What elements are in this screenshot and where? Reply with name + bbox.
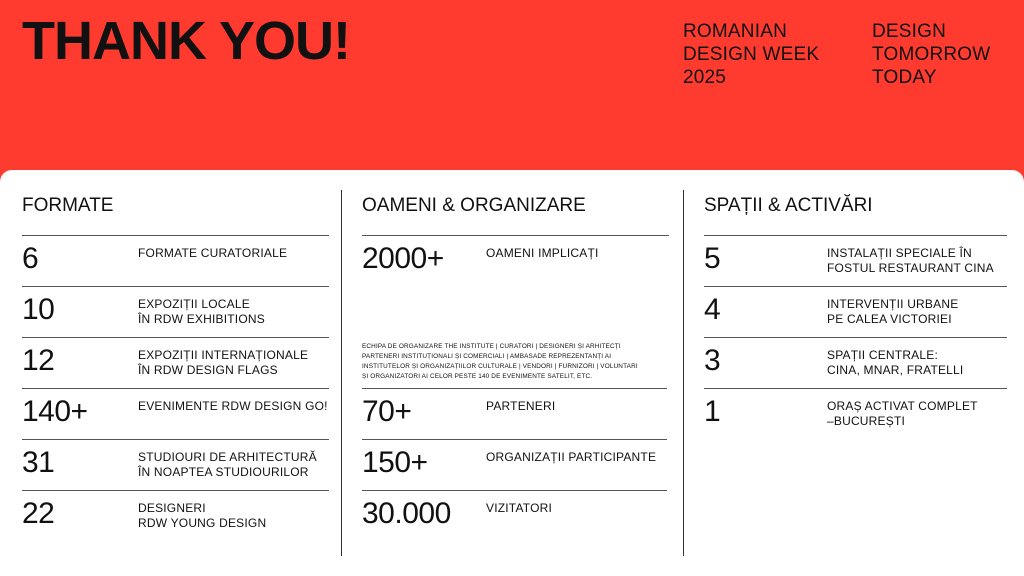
tagline-line: TOMORROW [872, 44, 991, 65]
stat-number: 70+ [362, 395, 412, 428]
stat-label [138, 246, 287, 261]
stat-label-line: SPAȚII CENTRALE: [827, 348, 939, 362]
stat-row [704, 337, 1007, 388]
stat-row [704, 388, 1007, 439]
stat-label-line: EXPOZIȚII INTERNAȚIONALE [138, 348, 309, 362]
note-line: ECHIPA DE ORGANIZARE THE INSTITUTE | CURATORI | DESIGNERI ȘI ARHITECȚI [362, 343, 621, 350]
stat-number: 140+ [22, 395, 88, 428]
column-title: SPAȚII & ACTIVĂRI [704, 195, 873, 216]
stat-row [22, 286, 329, 337]
stat-label-line: CINA, MNAR, FRATELLI [827, 363, 964, 377]
stat-label [486, 501, 552, 516]
stat-label [486, 399, 555, 414]
organization-note [362, 342, 638, 382]
stat-row [22, 235, 329, 286]
stat-label [138, 501, 266, 531]
header [0, 0, 1024, 170]
stat-label-line: DESIGNERI [138, 501, 206, 515]
stat-label-line: ÎN NOAPTEA STUDIOURILOR [138, 465, 309, 479]
stat-label-line: –BUCUREȘTI [827, 414, 906, 428]
stat-label-line: PE CALEA VICTORIEI [827, 312, 952, 326]
stat-label-line: INSTALAȚII SPECIALE ÎN [827, 246, 972, 260]
stat-label-line: ÎN RDW DESIGN FLAGS [138, 363, 278, 377]
stat-label-line: STUDIOURI DE ARHITECTURĂ [138, 450, 317, 464]
event-line: DESIGN WEEK [683, 44, 820, 65]
stat-number: 2000+ [362, 242, 444, 275]
column-divider [341, 190, 342, 556]
stat-number: 12 [22, 344, 55, 377]
event-line: 2025 [683, 67, 727, 88]
stat-label-line: FORMATE CURATORIALE [138, 246, 288, 260]
stat-label [827, 348, 963, 378]
column-title: OAMENI & ORGANIZARE [362, 195, 586, 216]
stat-number: 3 [704, 344, 721, 377]
stat-number: 150+ [362, 446, 428, 479]
column-title: FORMATE [22, 195, 114, 216]
stat-number: 31 [22, 446, 55, 479]
stat-label-line: VIZITATORI [486, 501, 553, 515]
stat-label [486, 246, 599, 261]
stat-label [827, 297, 958, 327]
stat-row [22, 388, 329, 439]
stat-number: 1 [704, 395, 721, 428]
stat-number: 5 [704, 242, 721, 275]
stat-row [22, 439, 329, 490]
stat-label [486, 450, 656, 465]
stat-number: 4 [704, 293, 721, 326]
stat-label-line: ORAȘ ACTIVAT COMPLET [827, 399, 978, 413]
note-line: INSTITUTELOR ȘI ORGANIZAȚIILOR CULTURALE | VENDORI | FURNIZORI | VOLUNTARI [362, 363, 638, 370]
stat-label [138, 450, 317, 480]
stat-number: 30.000 [362, 497, 451, 530]
stat-label-line: FOSTUL RESTAURANT CINA [827, 261, 994, 275]
stat-row [22, 337, 329, 388]
column-divider [683, 190, 684, 556]
stat-label [827, 399, 978, 429]
stat-number: 6 [22, 242, 39, 275]
stat-label-line: EVENIMENTE RDW DESIGN GO! [138, 399, 328, 413]
stat-label [138, 399, 328, 414]
stat-row [704, 235, 1007, 286]
note-line: ȘI ORGANIZATORI AI CELOR PESTE 140 DE EVENIMENTE SATELIT, ETC. [362, 373, 593, 380]
page-title: THANK YOU! [22, 11, 351, 71]
tagline-line: TODAY [872, 67, 937, 88]
stat-label-line: EXPOZIȚII LOCALE [138, 297, 250, 311]
stat-row [362, 388, 667, 439]
stat-label-line: ÎN RDW EXHIBITIONS [138, 312, 265, 326]
tagline [872, 20, 990, 89]
stat-label-line: INTERVENȚII URBANE [827, 297, 959, 311]
stat-row [362, 439, 667, 490]
stat-row [362, 490, 667, 541]
stat-label [138, 348, 308, 378]
stat-number: 10 [22, 293, 55, 326]
event-name [683, 20, 819, 89]
event-line: ROMANIAN [683, 21, 787, 42]
stat-label [138, 297, 265, 327]
stat-label-line: RDW YOUNG DESIGN [138, 516, 267, 530]
stat-row [704, 286, 1007, 337]
note-line: PARTENERI INSTITUȚIONALI ȘI COMERCIALI | AMBASADE REPREZENTANȚI AI [362, 353, 612, 360]
tagline-line: DESIGN [872, 21, 947, 42]
stats-panel [0, 170, 1024, 576]
stat-label-line: ORGANIZAȚII PARTICIPANTE [486, 450, 657, 464]
stat-row [362, 235, 669, 355]
stat-label [827, 246, 994, 276]
stat-row [22, 490, 329, 541]
stat-label-line: PARTENERI [486, 399, 556, 413]
stat-label-line: OAMENI IMPLICAȚI [486, 246, 599, 260]
stat-number: 22 [22, 497, 55, 530]
